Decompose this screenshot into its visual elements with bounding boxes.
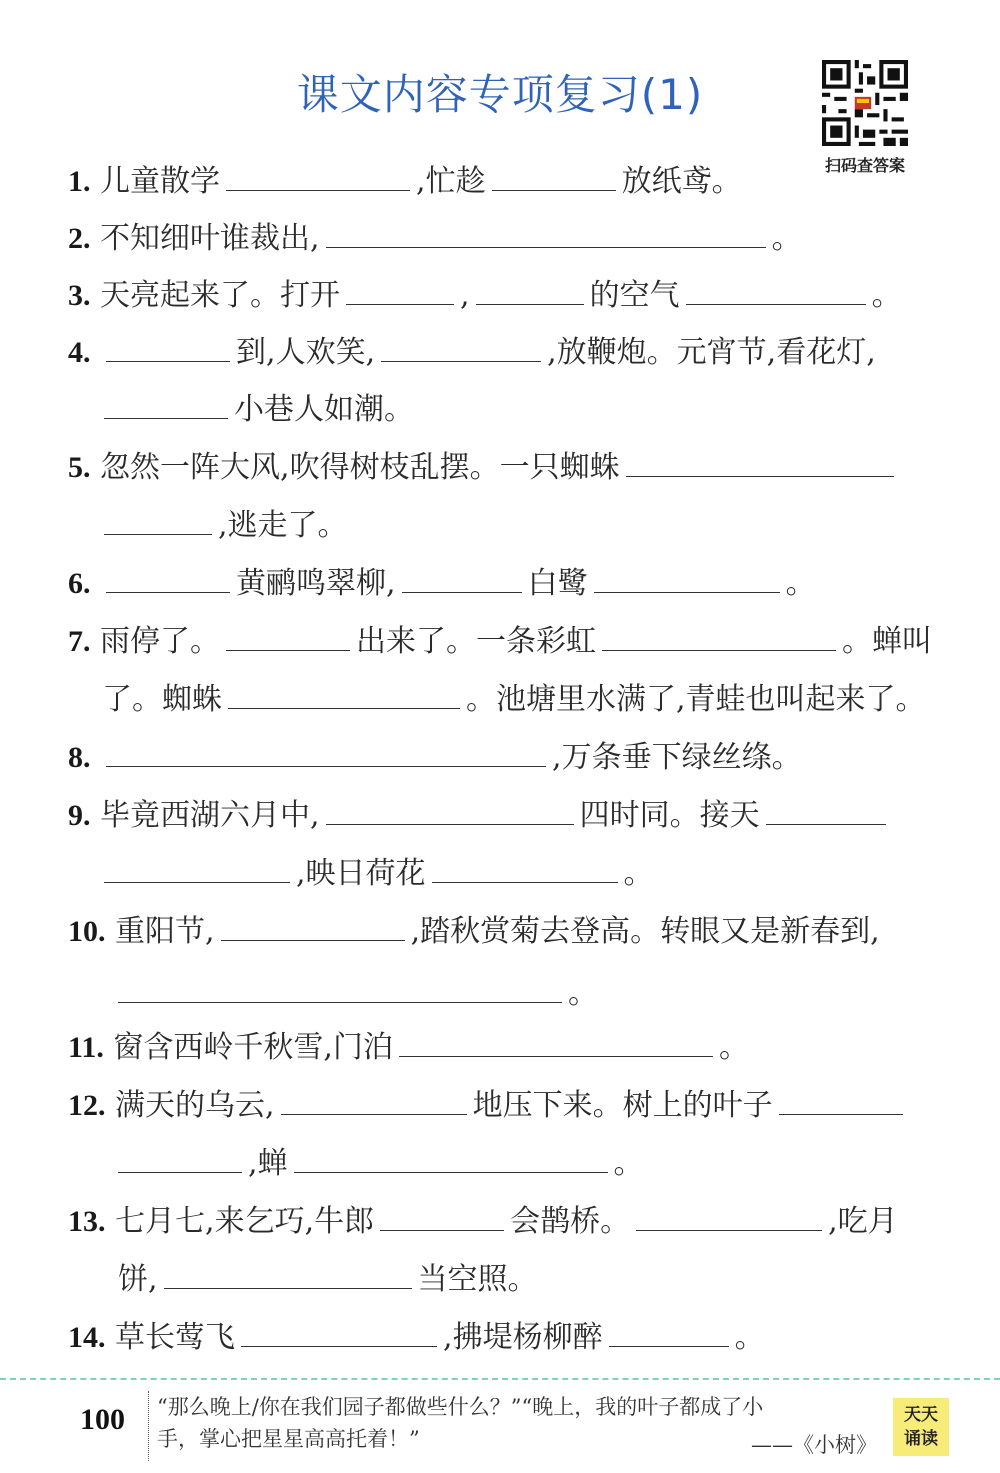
- qr-code-icon[interactable]: [822, 60, 908, 146]
- question-text: 窗含西岭千秋雪,门泊: [113, 1030, 393, 1065]
- answer-blank[interactable]: [226, 160, 410, 191]
- question-number: 10.: [68, 915, 106, 948]
- daily-reading-quote: [148, 1391, 877, 1461]
- answer-blank[interactable]: [294, 1142, 608, 1173]
- question-8: [68, 736, 802, 778]
- question-4-cont: [98, 388, 414, 430]
- answer-blank[interactable]: [104, 852, 290, 883]
- question-number: 13.: [68, 1205, 106, 1238]
- question-text: ,映日荷花: [296, 856, 426, 891]
- question-text: 。池塘里水满了,青蛙也叫起来了。: [466, 682, 926, 717]
- question-text: 不知细叶谁裁出,: [100, 221, 320, 256]
- question-text: 忽然一阵大风,吹得树枝乱摆。一只蜘蛛: [100, 450, 620, 485]
- question-text: 到,人欢笑,: [236, 335, 376, 370]
- answer-blank[interactable]: [766, 794, 886, 825]
- question-text: ,拂堤杨柳醉: [443, 1320, 603, 1355]
- question-text: 四时同。接天: [579, 798, 760, 833]
- answer-blank[interactable]: [221, 910, 405, 941]
- question-text: ,放鞭炮。元宵节,看花灯,: [547, 335, 876, 370]
- question-text: 儿童散学: [100, 164, 221, 199]
- question-number: 6.: [68, 567, 91, 600]
- question-5: [68, 446, 900, 488]
- answer-blank[interactable]: [594, 562, 780, 593]
- question-12-cont: [112, 1142, 644, 1184]
- question-text: ,吃月: [828, 1204, 898, 1239]
- question-text: 。: [623, 856, 654, 891]
- question-10: [68, 910, 880, 952]
- question-text: 天亮起来了。打开: [100, 278, 341, 313]
- answer-blank[interactable]: [104, 504, 212, 535]
- question-text: 重阳节,: [115, 914, 215, 949]
- question-text: 雨停了。: [100, 624, 221, 659]
- question-number: 9.: [68, 799, 91, 832]
- answer-blank[interactable]: [626, 446, 894, 477]
- question-text: 。: [771, 221, 802, 256]
- question-text: ,踏秋赏菊去登高。转眼又是新春到,: [410, 914, 880, 949]
- question-number: 7.: [68, 625, 91, 658]
- question-9-cont: [98, 852, 654, 894]
- question-text: ,万条垂下绿丝绦。: [552, 740, 802, 775]
- question-number: 2.: [68, 222, 91, 255]
- answer-blank[interactable]: [686, 274, 866, 305]
- answer-blank[interactable]: [106, 331, 230, 362]
- question-text: 出来了。一条彩虹: [356, 624, 597, 659]
- question-number: 4.: [68, 336, 91, 369]
- answer-blank[interactable]: [164, 1258, 412, 1289]
- badge-line: 诵读: [904, 1429, 938, 1449]
- question-12: [68, 1084, 909, 1126]
- question-text: 会鹊桥。: [510, 1204, 631, 1239]
- question-text: 的空气: [589, 278, 680, 313]
- question-2: [68, 217, 802, 259]
- question-text: 满天的乌云,: [115, 1088, 275, 1123]
- question-9: [68, 794, 892, 836]
- question-text: 七月七,来乞巧,牛郎: [115, 1204, 375, 1239]
- question-text: ,蝉: [248, 1146, 288, 1181]
- qr-code-label: 扫码查答案: [824, 156, 905, 175]
- answer-blank[interactable]: [476, 274, 584, 305]
- question-text: 了。蜘蛛: [102, 682, 222, 717]
- question-text: 。: [871, 278, 902, 313]
- question-text: 白鹭: [527, 566, 588, 601]
- question-6: [68, 562, 816, 604]
- question-4: [68, 331, 876, 373]
- question-text: 当空照。: [417, 1262, 538, 1297]
- answer-blank[interactable]: [346, 274, 454, 305]
- question-text: 。: [734, 1320, 765, 1355]
- question-text: ,忙趁: [416, 164, 486, 199]
- answer-blank[interactable]: [609, 1316, 729, 1347]
- question-text: 草长莺飞: [115, 1320, 236, 1355]
- question-number: 1.: [68, 165, 91, 198]
- quote-source: ——《小树》: [751, 1433, 877, 1457]
- answer-blank[interactable]: [281, 1084, 467, 1115]
- answer-blank[interactable]: [228, 678, 460, 709]
- answer-blank[interactable]: [432, 852, 618, 883]
- answer-blank[interactable]: [492, 160, 616, 191]
- question-text: ,: [460, 278, 470, 313]
- question-text: 。: [568, 976, 598, 1011]
- answer-blank[interactable]: [106, 736, 546, 767]
- question-text: 放纸鸢。: [621, 164, 742, 199]
- question-7-cont: [102, 678, 926, 720]
- daily-reading-badge: [893, 1398, 949, 1456]
- question-text: 小巷人如潮。: [234, 392, 414, 427]
- answer-blank[interactable]: [380, 1200, 504, 1231]
- answer-blank[interactable]: [118, 1142, 242, 1173]
- answer-blank[interactable]: [326, 217, 766, 248]
- quote-line: 手，掌心把星星高高托着！”: [157, 1427, 420, 1451]
- question-13: [68, 1200, 898, 1242]
- answer-blank[interactable]: [104, 388, 228, 419]
- question-text: 。蝉叫: [842, 624, 933, 659]
- page-title: 课文内容专项复习(1): [296, 70, 704, 119]
- answer-blank[interactable]: [402, 562, 522, 593]
- question-text: 。: [785, 566, 816, 601]
- question-7: [68, 620, 932, 662]
- answer-blank[interactable]: [779, 1084, 903, 1115]
- answer-blank[interactable]: [241, 1316, 437, 1347]
- quote-line: “那么晚上/你在我们园子都做些什么？”“晚上，我的叶子都成了小: [157, 1395, 764, 1419]
- question-text: 黄鹂鸣翠柳,: [236, 566, 396, 601]
- question-text: 。: [718, 1030, 749, 1065]
- question-number: 14.: [68, 1321, 106, 1354]
- question-5-cont: [98, 504, 348, 546]
- answer-blank[interactable]: [106, 562, 230, 593]
- question-13-cont: [118, 1258, 538, 1300]
- answer-blank[interactable]: [636, 1200, 822, 1231]
- answer-blank[interactable]: [118, 972, 562, 1003]
- question-11: [68, 1026, 749, 1068]
- answer-blank[interactable]: [602, 620, 836, 651]
- question-text: 饼,: [118, 1262, 158, 1297]
- question-number: 12.: [68, 1089, 106, 1122]
- question-number: 8.: [68, 741, 91, 774]
- page-number: 100: [80, 1403, 125, 1436]
- question-text: 地压下来。树上的叶子: [472, 1088, 773, 1123]
- question-3: [68, 274, 902, 316]
- question-text: ,逃走了。: [218, 508, 348, 543]
- answer-blank[interactable]: [381, 331, 541, 362]
- footer-divider: [0, 1378, 1000, 1380]
- badge-line: 天天: [904, 1405, 938, 1425]
- question-number: 11.: [68, 1031, 104, 1064]
- question-text: 。: [613, 1146, 644, 1181]
- question-number: 5.: [68, 451, 91, 484]
- answer-blank[interactable]: [399, 1026, 713, 1057]
- question-text: 毕竟西湖六月中,: [100, 798, 320, 833]
- question-14: [68, 1316, 765, 1358]
- question-10-cont: [112, 972, 598, 1014]
- question-1: [68, 160, 742, 202]
- question-number: 3.: [68, 279, 91, 312]
- answer-blank[interactable]: [226, 620, 350, 651]
- answer-blank[interactable]: [326, 794, 574, 825]
